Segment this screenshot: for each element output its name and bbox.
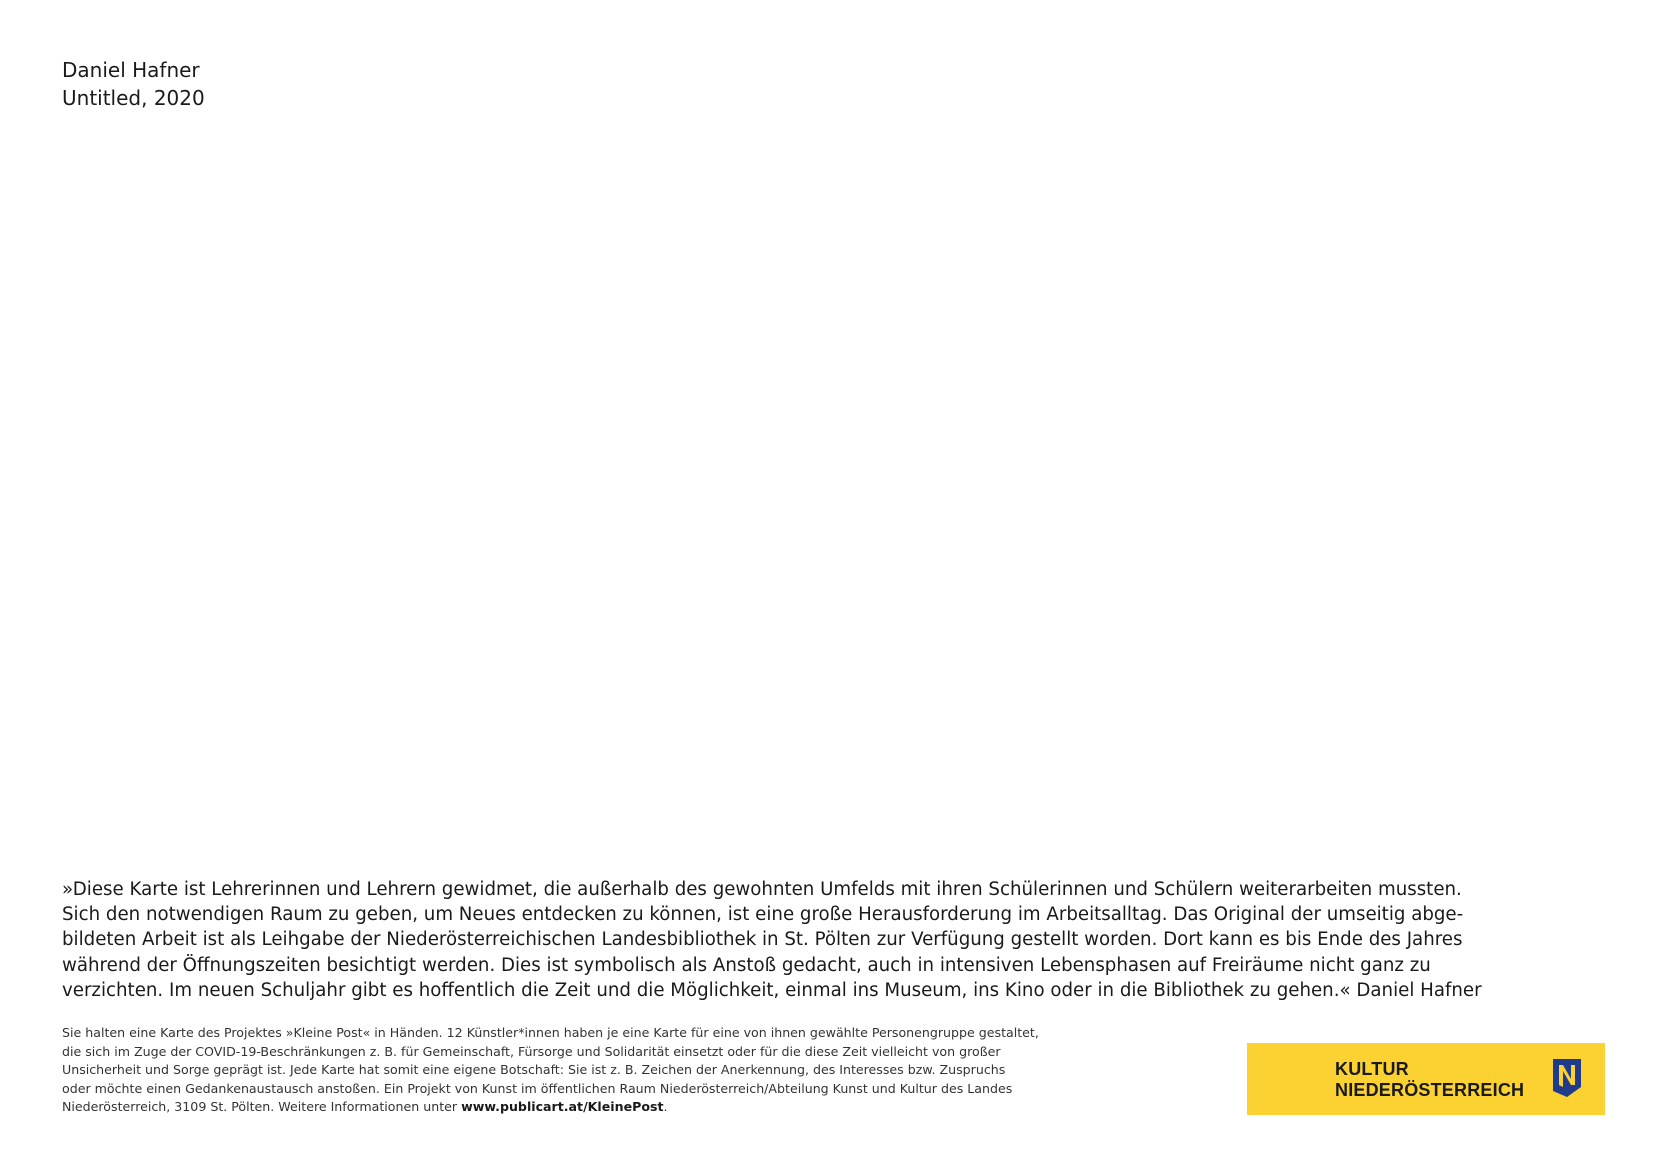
info-line-text: Niederösterreich, 3109 St. Pölten. Weitere Informationen unter [62,1099,462,1114]
quote-line: während der Öffnungszeiten besichtigt werden. Dies ist symbolisch als Anstoß gedacht, auch in intensiven Lebensphasen auf Freiräume nicht ganz zu [62,954,1431,976]
kultur-niederoesterreich-logo [1247,1043,1605,1115]
n-shield-icon [1551,1057,1583,1099]
info-line: die sich im Zuge der COVID-19-Beschränkungen z. B. für Gemeinschaft, Fürsorge und Solidarität einsetzt oder für die diese Zeit vielleicht von großer [62,1043,1001,1059]
card-header [62,56,205,112]
dedication-quote [62,877,1617,1003]
project-info [62,1024,1212,1117]
info-line: Sie halten eine Karte des Projektes »Kleine Post« in Händen. 12 Künstler*innen haben je eine Karte für eine von ihnen gewählte Personengruppe gestaltet, [62,1025,1039,1040]
info-line: oder möchte einen Gedankenaustausch anstoßen. Ein Projekt von Kunst im öffentlichen Raum Niederösterreich/Abteilung Kunst und Kultur des Landes [62,1080,1013,1096]
logo-line-kultur: KULTUR [1335,1059,1409,1079]
artwork-title: Untitled, 2020 [62,86,205,110]
info-line: Unsicherheit und Sorge geprägt ist. Jede Karte hat somit eine eigene Botschaft: Sie ist z. B. Zeichen der Anerkennung, des Interesses bzw. Zuspruchs [62,1062,1006,1077]
quote-line: »Diese Karte ist Lehrerinnen und Lehrern gewidmet, die außerhalb des gewohnten Umfelds mit ihren Schülerinnen und Schülern weiterarbeiten mussten. [62,879,1462,900]
logo-line-niederoesterreich: NIEDERÖSTERREICH [1335,1080,1525,1100]
info-line-period: . [663,1099,668,1114]
artist-name: Daniel Hafner [62,58,200,82]
quote-line: bildeten Arbeit ist als Leihgabe der Niederösterreichischen Landesbibliothek in St. Pölten zur Verfügung gestellt worden. Dort kann es bis Ende des Jahres [62,929,1463,951]
quote-line: verzichten. Im neuen Schuljahr gibt es hoffentlich die Zeit und die Möglichkeit, einmal ins Museum, ins Kino oder in die Bibliothek zu gehen.« Daniel Hafner [62,979,1482,1001]
project-url-link[interactable]: www.publicart.at/KleinePost [461,1099,664,1114]
logo-wordmark [1335,1059,1524,1101]
info-line-last [62,1098,1212,1117]
quote-line: Sich den notwendigen Raum zu geben, um Neues entdecken zu können, ist eine große Herausforderung im Arbeitsalltag. Das Original der umseitig abge- [62,904,1464,926]
